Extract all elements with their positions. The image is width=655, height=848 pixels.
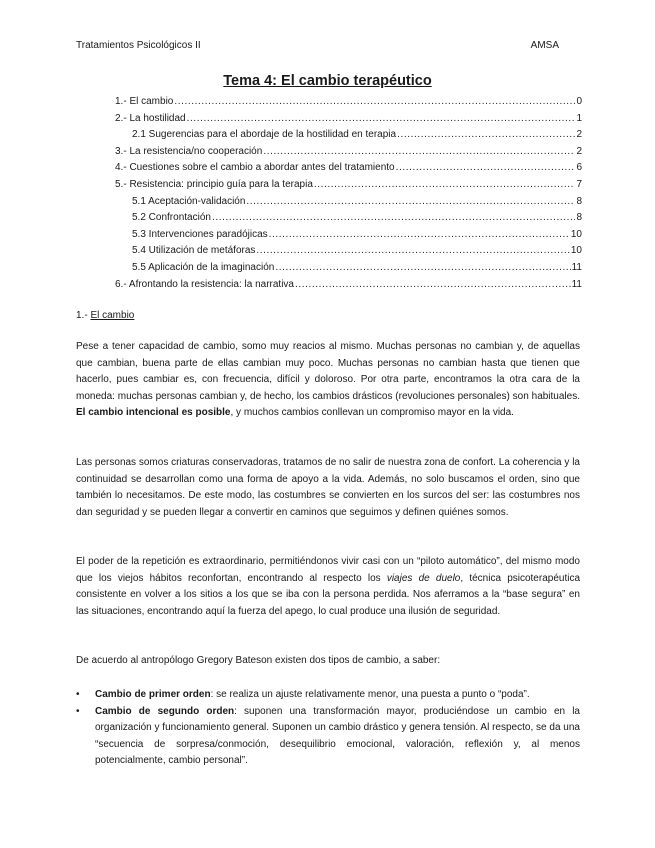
toc-leader-dots (397, 127, 575, 144)
toc-entry[interactable] (115, 127, 582, 144)
toc-entry[interactable] (115, 111, 582, 128)
toc-entry-page: 0 (576, 96, 582, 107)
toc-entry-label: 3.- La resistencia/no cooperación (115, 145, 263, 157)
toc-entry-page: 8 (576, 195, 582, 207)
paragraph-3-text-a: El poder de la repetición es extraordinario, permitiéndonos vivir casi con un “piloto automático”, del mismo modo que los viejos hábitos reconfortan, encontrando al respecto los (76, 556, 580, 584)
toc-entry-page: 10 (570, 228, 582, 240)
toc-leader-dots (275, 260, 570, 277)
table-of-contents (115, 94, 582, 293)
list-item-first-order (76, 687, 580, 704)
toc-entry[interactable] (115, 243, 582, 260)
toc-entry[interactable] (115, 277, 582, 294)
toc-entry-page: 11 (571, 278, 582, 290)
toc-entry-label: 5.1 Aceptación-validación (132, 195, 246, 207)
toc-entry[interactable] (115, 160, 582, 177)
paragraph-3 (76, 554, 580, 620)
toc-entry-label: 2.1 Sugerencias para el abordaje de la hostilidad en terapia (132, 129, 397, 141)
toc-entry-label: 5.4 Utilización de metáforas (132, 245, 256, 257)
toc-leader-dots (269, 227, 570, 244)
toc-leader-dots (295, 277, 571, 294)
list-item-text: : suponen una transformación mayor, produciéndose un cambio en la organización y funcionamiento general. Suponen un cambio drástico y genera tensión. Al respecto, se da una “secuencia de sorpresa/conmoción, desequilibrio emocional, valoración, reflexión y, al menos potencialmente, cambio personal”. (95, 705, 580, 767)
header-author-initials: AMSA (530, 40, 559, 51)
bullet-icon: • (76, 705, 80, 717)
list-item-text: : se realiza un ajuste relativamente menor, una puesta a punto o “poda”. (210, 689, 530, 700)
toc-entry-page: 2 (576, 129, 582, 141)
toc-entry-page: 7 (576, 178, 582, 190)
toc-entry-page: 6 (576, 162, 582, 174)
toc-entry[interactable] (115, 144, 582, 161)
bullet-icon: • (76, 689, 80, 700)
paragraph-1-text-a: Pese a tener capacidad de cambio, somo muy reacios al mismo. Muchas personas no cambian y, de aquellas que cambian, buena parte de ellas cambian muy poco. Muchas personas no cambian hasta que tienen que hacerlo, pues cambiar es, con frecuencia, difícil y doloroso. Por otra parte, encontramos la otra cara de la moneda: muchas personas cambian y, de hecho, los cambios drásticos (revoluciones personales) son habituales. (76, 341, 580, 402)
paragraph-1 (76, 339, 580, 422)
paragraph-1-bold: El cambio intencional es posible (76, 407, 231, 419)
paragraph-1-text-b: , y muchos cambios conllevan un compromiso mayor en la vida. (230, 407, 514, 419)
document-title: Tema 4: El cambio terapéutico (223, 73, 432, 89)
paragraph-4: De acuerdo al antropólogo Gregory Bateson existen dos tipos de cambio, a saber: (76, 655, 441, 666)
list-item-term: Cambio de segundo orden (95, 705, 235, 717)
toc-leader-dots (314, 177, 576, 194)
toc-entry-label: 5.5 Aplicación de la imaginación (132, 261, 275, 273)
list-item-term: Cambio de primer orden (95, 689, 211, 700)
section-heading (76, 310, 134, 321)
header-course-title: Tratamientos Psicológicos II (76, 40, 201, 51)
change-types-list (76, 687, 580, 770)
toc-entry-page: 11 (571, 261, 582, 273)
paragraph-2: Las personas somos criaturas conservadoras, tratamos de no salir de nuestra zona de confort. La coherencia y la continuidad se desarrollan como una forma de apoyo a la vida. Además, no solo buscamos el orden, sino que también lo necesitamos. De este modo, las costumbres se convierten en los surcos del ser: las costumbres nos dan seguridad y se pueden llegar a convertir en caminos que seguimos y definen quiénes somos. (76, 457, 580, 518)
toc-leader-dots (396, 160, 576, 177)
toc-entry-label: 4.- Cuestiones sobre el cambio a abordar antes del tratamiento (115, 162, 395, 174)
section-number: 1.- (76, 310, 91, 321)
paragraph-3-text-b: , técnica psicoterapéutica consistente en volver a los sitios a los que se iba con la persona perdida. Nos aferramos a la “base segura” en las situaciones, encontrando aquí la fuerza del apego, lo cual produce una ilusión de seguridad. (76, 572, 581, 617)
toc-entry-page: 2 (576, 145, 582, 157)
toc-entry-label: 2.- La hostilidad (115, 112, 186, 124)
toc-entry[interactable] (115, 177, 582, 194)
toc-entry[interactable] (115, 194, 582, 211)
toc-entry-label: 5.2 Confrontación (132, 212, 211, 224)
toc-entry[interactable] (115, 227, 582, 244)
toc-entry-page: 1 (576, 112, 582, 124)
toc-entry-label: 6.- Afrontando la resistencia: la narrativa (115, 278, 294, 290)
toc-leader-dots (212, 210, 575, 227)
toc-leader-dots (174, 94, 575, 111)
toc-entry[interactable] (115, 260, 582, 277)
toc-entry[interactable] (115, 94, 582, 111)
toc-leader-dots (246, 194, 575, 211)
toc-leader-dots (256, 243, 569, 260)
paragraph-3-italic: viajes de duelo (386, 572, 461, 584)
toc-entry-label: 1.- El cambio (115, 96, 174, 107)
page-header (76, 40, 559, 51)
toc-entry-page: 10 (570, 245, 582, 257)
section-title: El cambio (90, 310, 135, 321)
toc-leader-dots (263, 144, 575, 161)
toc-entry-label: 5.- Resistencia: principio guía para la terapia (115, 178, 313, 190)
toc-leader-dots (187, 111, 576, 128)
list-item-second-order (76, 704, 580, 770)
toc-entry-label: 5.3 Intervenciones paradójicas (132, 228, 268, 240)
toc-entry[interactable] (115, 210, 582, 227)
toc-entry-page: 8 (576, 212, 582, 224)
